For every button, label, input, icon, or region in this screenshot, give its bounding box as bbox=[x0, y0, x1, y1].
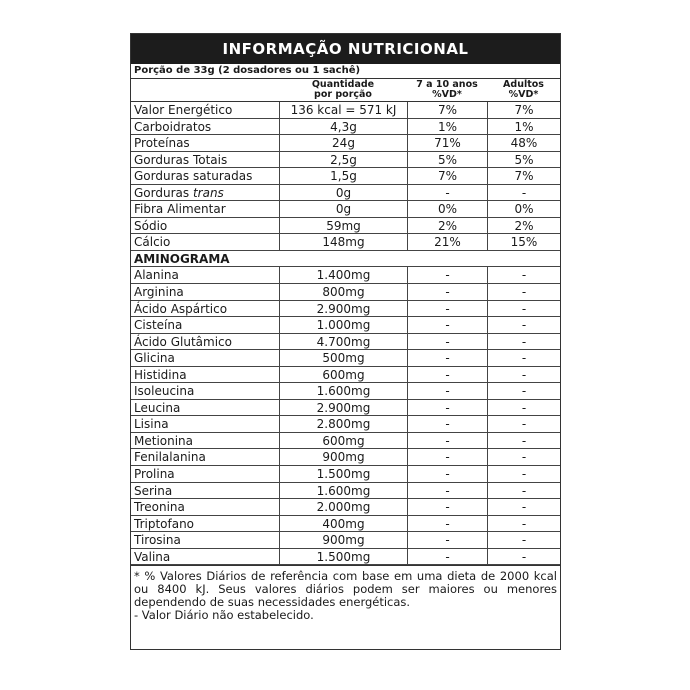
row-label bbox=[131, 152, 279, 168]
header-kids-line1: 7 a 10 anos bbox=[416, 79, 478, 90]
table-row bbox=[131, 433, 560, 450]
row-label-text: Cálcio bbox=[134, 235, 171, 250]
row-kids-dv: - bbox=[407, 400, 487, 416]
table-row bbox=[131, 516, 560, 533]
header-adults-line1: Adultos bbox=[503, 79, 544, 90]
footnotes bbox=[131, 565, 560, 622]
row-quantity: 500mg bbox=[279, 350, 407, 366]
row-label bbox=[131, 218, 279, 234]
row-quantity: 400mg bbox=[279, 516, 407, 532]
row-kids-dv: - bbox=[407, 350, 487, 366]
row-label-text: Fenilalanina bbox=[134, 450, 206, 465]
table-row bbox=[131, 383, 560, 400]
row-adults-dv: - bbox=[487, 449, 560, 465]
row-label-text: Alanina bbox=[134, 268, 179, 283]
row-label bbox=[131, 185, 279, 201]
table-row bbox=[131, 483, 560, 500]
row-label bbox=[131, 350, 279, 366]
row-adults-dv: - bbox=[487, 433, 560, 449]
table-row bbox=[131, 168, 560, 185]
table-row bbox=[131, 334, 560, 351]
table-row bbox=[131, 367, 560, 384]
table-row bbox=[131, 400, 560, 417]
table-row bbox=[131, 317, 560, 334]
row-kids-dv: 7% bbox=[407, 168, 487, 184]
row-label bbox=[131, 301, 279, 317]
row-label-text: Lisina bbox=[134, 417, 169, 432]
row-label-text: Valina bbox=[134, 549, 171, 564]
row-label-text: Proteínas bbox=[134, 136, 190, 151]
table-row bbox=[131, 102, 560, 119]
row-quantity: 2.900mg bbox=[279, 400, 407, 416]
row-label bbox=[131, 201, 279, 217]
row-label bbox=[131, 400, 279, 416]
row-label-text: Isoleucina bbox=[134, 384, 195, 399]
row-kids-dv: - bbox=[407, 516, 487, 532]
aminogram-heading: AMINOGRAMA bbox=[131, 251, 560, 268]
row-adults-dv: - bbox=[487, 532, 560, 548]
row-adults-dv: - bbox=[487, 367, 560, 383]
table-row bbox=[131, 119, 560, 136]
row-kids-dv: - bbox=[407, 334, 487, 350]
header-kids-dv bbox=[407, 79, 487, 101]
table-row bbox=[131, 284, 560, 301]
table-row bbox=[131, 549, 560, 566]
row-quantity: 2.900mg bbox=[279, 301, 407, 317]
row-quantity: 59mg bbox=[279, 218, 407, 234]
row-kids-dv: - bbox=[407, 483, 487, 499]
table-row bbox=[131, 218, 560, 235]
row-label bbox=[131, 267, 279, 283]
table-row bbox=[131, 449, 560, 466]
row-quantity: 900mg bbox=[279, 532, 407, 548]
row-adults-dv: - bbox=[487, 383, 560, 399]
row-kids-dv: - bbox=[407, 532, 487, 548]
footnote-daily-values: * % Valores Diários de referência com base em uma dieta de 2000 kcal ou 8400 kJ. Seus valores diários podem ser maiores ou menores dependendo de suas necessidades energéticas. bbox=[134, 569, 557, 610]
row-label bbox=[131, 483, 279, 499]
row-label-text: Ácido Aspártico bbox=[134, 301, 228, 316]
row-quantity: 2.000mg bbox=[279, 499, 407, 515]
row-adults-dv: - bbox=[487, 549, 560, 565]
row-kids-dv: - bbox=[407, 449, 487, 465]
row-adults-dv: 2% bbox=[487, 218, 560, 234]
row-label bbox=[131, 416, 279, 432]
row-label bbox=[131, 168, 279, 184]
row-label bbox=[131, 466, 279, 482]
row-quantity: 1,5g bbox=[279, 168, 407, 184]
row-adults-dv: 7% bbox=[487, 168, 560, 184]
row-kids-dv: - bbox=[407, 433, 487, 449]
row-label-text: Histidina bbox=[134, 367, 187, 382]
row-label bbox=[131, 234, 279, 250]
header-adults-line2: %VD* bbox=[508, 89, 539, 100]
row-adults-dv: 15% bbox=[487, 234, 560, 250]
row-label bbox=[131, 433, 279, 449]
header-adults-dv bbox=[487, 79, 560, 101]
row-label-text: Gorduras Totais bbox=[134, 152, 228, 167]
row-adults-dv: 5% bbox=[487, 152, 560, 168]
row-quantity: 600mg bbox=[279, 433, 407, 449]
row-adults-dv: - bbox=[487, 350, 560, 366]
row-label-text: Serina bbox=[134, 483, 173, 498]
row-label bbox=[131, 334, 279, 350]
row-adults-dv: - bbox=[487, 499, 560, 515]
label-title: INFORMAÇÃO NUTRICIONAL bbox=[131, 34, 560, 64]
row-quantity: 1.500mg bbox=[279, 549, 407, 565]
row-kids-dv: - bbox=[407, 383, 487, 399]
row-quantity: 600mg bbox=[279, 367, 407, 383]
row-label-text: Prolina bbox=[134, 467, 175, 482]
row-label bbox=[131, 317, 279, 333]
row-label-text: Gorduras bbox=[134, 185, 190, 200]
row-quantity: 0g bbox=[279, 185, 407, 201]
row-adults-dv: - bbox=[487, 185, 560, 201]
row-quantity: 4,3g bbox=[279, 119, 407, 135]
row-label-text: Arginina bbox=[134, 285, 184, 300]
portion-size: Porção de 33g (2 dosadores ou 1 sachê) bbox=[131, 64, 560, 79]
row-adults-dv: - bbox=[487, 334, 560, 350]
row-kids-dv: - bbox=[407, 466, 487, 482]
table-row bbox=[131, 532, 560, 549]
row-label-italic: trans bbox=[192, 185, 224, 200]
row-kids-dv: - bbox=[407, 416, 487, 432]
row-kids-dv: - bbox=[407, 185, 487, 201]
row-label bbox=[131, 284, 279, 300]
row-label-text: Fibra Alimentar bbox=[134, 202, 226, 217]
row-adults-dv: 1% bbox=[487, 119, 560, 135]
row-quantity: 136 kcal = 571 kJ bbox=[279, 102, 407, 118]
table-row bbox=[131, 499, 560, 516]
row-label-text: Gorduras saturadas bbox=[134, 169, 253, 184]
row-kids-dv: 0% bbox=[407, 201, 487, 217]
row-label bbox=[131, 367, 279, 383]
row-adults-dv: - bbox=[487, 483, 560, 499]
row-quantity: 1.600mg bbox=[279, 483, 407, 499]
table-row bbox=[131, 301, 560, 318]
row-adults-dv: - bbox=[487, 400, 560, 416]
row-adults-dv: - bbox=[487, 301, 560, 317]
row-kids-dv: - bbox=[407, 549, 487, 565]
column-header-row bbox=[131, 79, 560, 102]
row-kids-dv: - bbox=[407, 301, 487, 317]
row-label bbox=[131, 383, 279, 399]
row-kids-dv: 7% bbox=[407, 102, 487, 118]
row-label bbox=[131, 532, 279, 548]
header-quantity-line1: Quantidade bbox=[311, 79, 375, 90]
row-label bbox=[131, 119, 279, 135]
header-quantity bbox=[279, 79, 407, 101]
row-kids-dv: 21% bbox=[407, 234, 487, 250]
row-kids-dv: 1% bbox=[407, 119, 487, 135]
table-row bbox=[131, 350, 560, 367]
table-row bbox=[131, 267, 560, 284]
nutrient-table bbox=[131, 102, 560, 251]
row-adults-dv: - bbox=[487, 466, 560, 482]
table-row bbox=[131, 201, 560, 218]
row-adults-dv: 7% bbox=[487, 102, 560, 118]
table-row bbox=[131, 152, 560, 169]
row-label-text: Treonina bbox=[134, 500, 185, 515]
row-kids-dv: 71% bbox=[407, 135, 487, 151]
table-row bbox=[131, 234, 560, 251]
row-kids-dv: - bbox=[407, 317, 487, 333]
header-kids-line2: %VD* bbox=[432, 89, 462, 100]
row-quantity: 24g bbox=[279, 135, 407, 151]
row-quantity: 800mg bbox=[279, 284, 407, 300]
row-adults-dv: 48% bbox=[487, 135, 560, 151]
header-quantity-line2: por porção bbox=[314, 89, 372, 100]
row-adults-dv: - bbox=[487, 284, 560, 300]
row-label-text: Sódio bbox=[134, 218, 168, 233]
row-quantity: 2.800mg bbox=[279, 416, 407, 432]
row-quantity: 2,5g bbox=[279, 152, 407, 168]
row-quantity: 0g bbox=[279, 201, 407, 217]
row-quantity: 1.500mg bbox=[279, 466, 407, 482]
row-label-text: Leucina bbox=[134, 400, 181, 415]
footnote-not-established: - Valor Diário não estabelecido. bbox=[134, 608, 314, 623]
row-label-text: Carboidratos bbox=[134, 119, 212, 134]
row-label-text: Cisteína bbox=[134, 318, 183, 333]
row-label-text: Glicina bbox=[134, 351, 175, 366]
row-quantity: 148mg bbox=[279, 234, 407, 250]
row-label-text: Metionina bbox=[134, 433, 194, 448]
row-adults-dv: - bbox=[487, 416, 560, 432]
table-row bbox=[131, 185, 560, 202]
row-adults-dv: 0% bbox=[487, 201, 560, 217]
row-label-text: Tirosina bbox=[134, 533, 181, 548]
row-quantity: 1.600mg bbox=[279, 383, 407, 399]
row-label bbox=[131, 516, 279, 532]
row-quantity: 1.400mg bbox=[279, 267, 407, 283]
table-row bbox=[131, 466, 560, 483]
row-label-text: Ácido Glutâmico bbox=[134, 334, 232, 349]
row-adults-dv: - bbox=[487, 267, 560, 283]
row-label-text: Valor Energético bbox=[134, 103, 233, 117]
row-kids-dv: - bbox=[407, 499, 487, 515]
row-kids-dv: - bbox=[407, 367, 487, 383]
row-kids-dv: 5% bbox=[407, 152, 487, 168]
row-adults-dv: - bbox=[487, 317, 560, 333]
row-quantity: 900mg bbox=[279, 449, 407, 465]
row-label bbox=[131, 102, 279, 118]
nutrition-facts-label bbox=[130, 33, 561, 650]
row-quantity: 1.000mg bbox=[279, 317, 407, 333]
row-adults-dv: - bbox=[487, 516, 560, 532]
row-label bbox=[131, 135, 279, 151]
row-label bbox=[131, 499, 279, 515]
table-row bbox=[131, 135, 560, 152]
table-row bbox=[131, 416, 560, 433]
row-label-text: Triptofano bbox=[134, 516, 195, 531]
row-label bbox=[131, 549, 279, 565]
row-quantity: 4.700mg bbox=[279, 334, 407, 350]
row-kids-dv: - bbox=[407, 284, 487, 300]
row-kids-dv: 2% bbox=[407, 218, 487, 234]
header-name-cell bbox=[131, 79, 279, 101]
aminogram-table bbox=[131, 267, 560, 565]
row-kids-dv: - bbox=[407, 267, 487, 283]
row-label bbox=[131, 449, 279, 465]
